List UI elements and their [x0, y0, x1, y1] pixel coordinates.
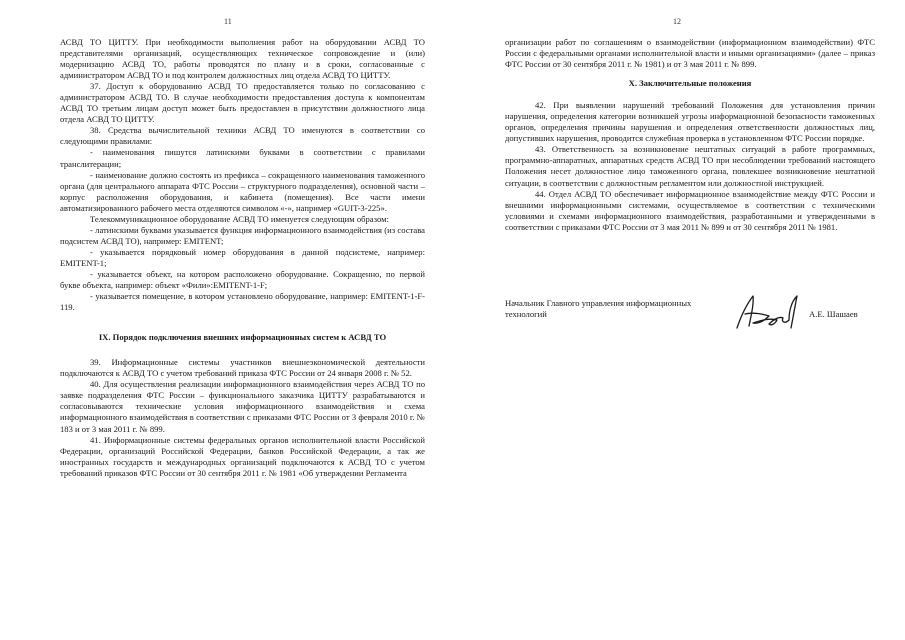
paragraph: 39. Информационные системы участников внешнеэкономической деятельности подключаются к АСВД ТО с учетом требований приказа ФТС России от 24 января 2008 г. № 52. — [60, 357, 425, 379]
page-number: 12 — [673, 17, 681, 26]
right-page — [453, 0, 905, 640]
paragraph: - указывается помещение, в котором установлено оборудование, например: EMITENT-1-F-119. — [60, 291, 425, 313]
paragraph: 42. При выявлении нарушений требований Положения для установления причин нарушения, определения категории возникшей угрозы информационной безопасности таможенных органов, определения причины нарушения и определения ответственности должностных лиц, допустивших нарушения, проводится служебная проверка в установленном ФТС России порядке. — [505, 100, 875, 144]
paragraph: - наименование должно состоять из префикса – сокращенного наименования таможенного органа (для центрального аппарата ФТС России – структурного подразделения), основной части – корпус расположения оборудования, и кабинета (помещения). Все части имени автоматизированного рабочего места отделяются символом «-», например «GUIT-3-225». — [60, 169, 425, 213]
left-page — [0, 0, 452, 640]
paragraph: Телекоммуникационное оборудование АСВД ТО именуется следующим образом: — [90, 213, 389, 224]
page-number: 11 — [224, 17, 232, 26]
signatory-title: Начальник Главного управления информационных технологий — [505, 298, 692, 320]
paragraph: 40. Для осуществления реализации информационного взаимодействия через АСВД ТО по заявке подразделения ФТС России – функционального заказчика ЦИТТУ разрабатываются и согласовываются технические условия информационного взаимодействия и схема информационного взаимодействия в соответствии с приказами ФТС России от 3 февраля 2010 г. № 183 и от 3 мая 2011 г. № 899. — [60, 379, 425, 434]
paragraph: 43. Ответственность за возникновение нештатных ситуаций в работе программных, программно-аппаратных, аппаратных средств АСВД ТО при несоблюдении требований настоящего Положения несет должностное лицо таможенного органа, повлекшее возникновение нештатной ситуации, в соответствии с должностным регламентом или должностной инструкцией. — [505, 144, 875, 188]
paragraph: - указывается объект, на котором расположено оборудование. Сокращенно, по первой букве объекта, например: объект «Фили»:EMITENT-1-F; — [60, 268, 425, 291]
paragraph-list — [60, 37, 425, 313]
paragraph-list — [505, 100, 875, 233]
paragraph: АСВД ТО ЦИТТУ. При необходимости выполнения работ на оборудовании АСВД ТО представителями организаций, осуществляющих техническое сопровождение и (или) модернизацию АСВД ТО, работы проводятся по плану и в сроки, согласованные с администратором АСВД ТО и под контролем должностных лиц отдела АСВД ТО ЦИТТУ. — [60, 37, 425, 81]
section-heading-x: X. Заключительные положения — [628, 78, 752, 89]
paragraph-list — [60, 357, 425, 479]
paragraph: - указывается порядковый номер оборудования в данной подсистеме, например: EMITENT-1; — [60, 246, 425, 268]
paragraph: 38. Средства вычислительной техники АСВД ТО именуются в соответствии со следующими правилами: — [60, 125, 425, 147]
signature-block — [505, 298, 875, 338]
section-heading-ix: IX. Порядок подключения внешних информационных систем к АСВД ТО — [98, 332, 387, 343]
paragraph-list — [505, 37, 875, 70]
paragraph: - латинскими буквами указывается функция информационного взаимодействия (из состава подсистем АСВД ТО), например: EMITENT; — [60, 224, 425, 246]
paragraph: организации работ по соглашениям о взаимодействии (информационном взаимодействии) ФТС России с федеральными органами исполнительной власти и иными организациями» (далее – приказ ФТС России от 30 сентября 2011 г. № 1981) и от 3 мая 2011 г. № 899. — [505, 37, 875, 70]
right-page-text — [505, 37, 875, 233]
left-page-text — [60, 37, 425, 479]
paragraph: 44. Отдел АСВД ТО обеспечивает информационное взаимодействие между ФТС России и внешними информационными системами, осуществляемое в соответствии с техническими условиями и схемами информационного взаимодействия, разработанными и утвержденными в соответствии с приказами ФТС России от 3 мая 2011 № 899 и от 30 сентября 2011 № 1981. — [505, 188, 875, 232]
paragraph: - наименования пишутся латинскими буквами в соответствии с правилами транслитерации; — [60, 147, 425, 169]
handwritten-signature-icon — [723, 290, 803, 334]
paragraph: 41. Информационные системы федеральных органов исполнительной власти Российской Федерации, организаций Российской Федерации, банков Российской Федерации, а так же иностранных государств и международных организаций подключаются к АСВД ТО с учетом требований приказов ФТС России от 30 сентября 2011 г. № 1981 «Об утверждении Регламента — [60, 434, 425, 478]
signatory-name: А.Е. Шашаев — [809, 309, 858, 319]
paragraph: 37. Доступ к оборудованию АСВД ТО предоставляется только по согласованию с администратором АСВД ТО. В случае необходимости предоставления доступа к компонентам АСВД ТО третьим лицам доступ может быть предоставлен в присутствии должностного лица отдела АСВД ТО ЦИТТУ. — [60, 81, 425, 125]
